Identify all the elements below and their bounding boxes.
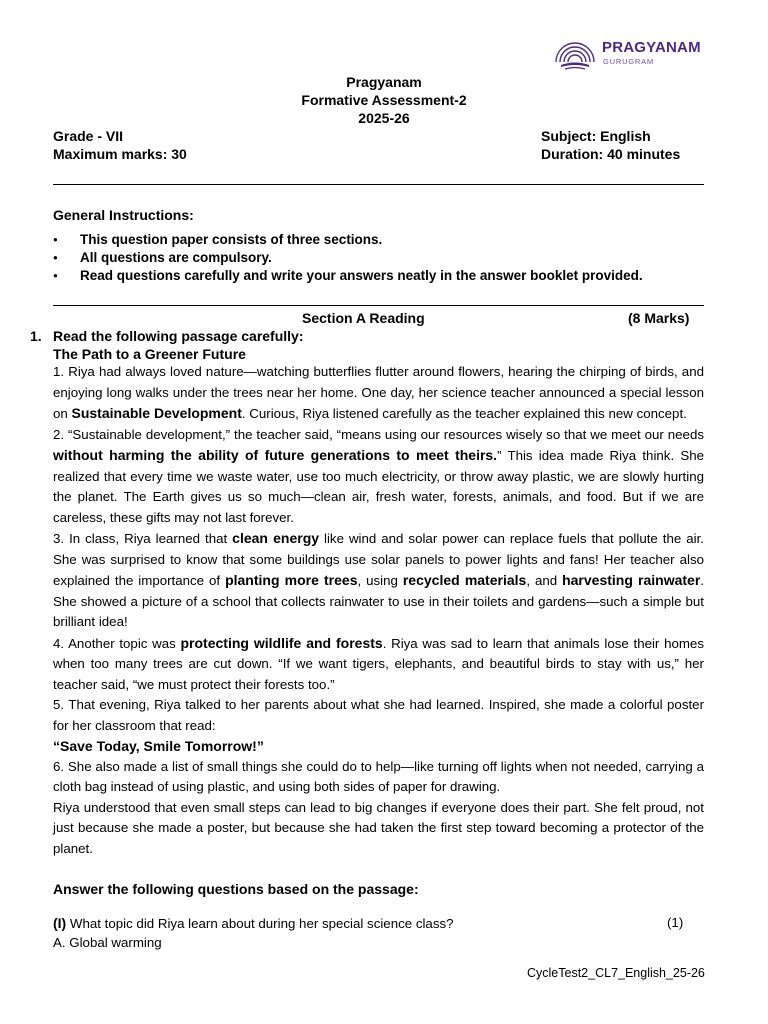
logo-location: GURUGRAM <box>603 57 654 66</box>
section-title: Section A Reading <box>302 310 425 326</box>
footer-code: CycleTest2_CL7_English_25-26 <box>527 966 705 980</box>
section-divider <box>53 305 704 306</box>
questions-heading: Answer the following questions based on the passage: <box>53 881 419 897</box>
instruction-item: ● All questions are compulsory. <box>53 249 713 267</box>
school-name: Pragyanam <box>346 74 422 90</box>
passage-text: , and <box>526 573 563 588</box>
passage-paragraph-6: 6. She also made a list of small things she could do to help—like turning off lights when not needed, carrying a cloth bag instead of using plastic, and using both sides of paper for drawing. <box>53 758 704 794</box>
instructions-list <box>53 231 713 285</box>
school-logo <box>553 32 713 72</box>
passage-text: 3. In class, Riya learned that <box>53 531 233 546</box>
question-i <box>53 914 454 933</box>
academic-year: 2025-26 <box>358 110 410 126</box>
question-text: What topic did Riya learn about during her special science class? <box>69 916 454 931</box>
passage-emphasis: protecting wildlife and forests <box>180 634 383 651</box>
question-instruction: Read the following passage carefully: <box>53 328 304 344</box>
passage-paragraph-2 <box>53 425 704 529</box>
passage-title: The Path to a Greener Future <box>53 346 246 362</box>
passage-emphasis: clean energy <box>232 530 320 546</box>
question-marks: (1) <box>667 915 684 930</box>
logo-arches-icon <box>553 32 597 72</box>
passage-paragraph-5: 5. That evening, Riya talked to her parents about what she had learned. Inspired, she made a colorful poster for her classroom that read: <box>53 697 704 733</box>
passage-paragraph-3 <box>53 528 704 633</box>
section-marks: (8 Marks) <box>628 310 690 326</box>
passage-emphasis: planting more trees <box>225 572 358 588</box>
passage-text: . She showed a picture of a school that collects rainwater to use in their toilets and gardens—such a simple but brilliant idea! <box>53 573 704 629</box>
passage-paragraph-1 <box>53 362 704 425</box>
grade-label: Grade - VII <box>53 128 124 144</box>
passage-text: . Curious, Riya listened carefully as the teacher explained this new concept. <box>241 406 687 421</box>
passage-text: 4. Another topic was <box>53 635 181 651</box>
passage-emphasis: recycled materials <box>402 572 527 588</box>
passage-text: ” This idea made Riya think. She realized that every time we waste water, use too much electricity, or throw away plastic, we are slowly hurting the planet. The Earth gives us so much—clean air, fresh water, forests, animals, and food. But if we are careless, these gifts may not last forever. <box>53 448 704 525</box>
passage-paragraph-4 <box>53 633 704 696</box>
header-divider <box>53 184 704 185</box>
passage-emphasis: Sustainable Development <box>71 405 242 421</box>
passage-paragraph-7: Riya understood that even small steps can lead to big changes if everyone does their part. She felt proud, not just because she made a poster, but because she had taken the first step toward becoming a protector of the planet. <box>53 799 704 856</box>
instruction-item: ● Read questions carefully and write your answers neatly in the answer booklet provided. <box>53 267 713 285</box>
instructions-title: General Instructions: <box>53 207 194 223</box>
duration-label: Duration: 40 minutes <box>541 146 681 162</box>
question-number: 1. <box>30 328 42 344</box>
passage-text: , using <box>357 573 403 588</box>
passage-emphasis: without harming the ability of future generations to meet theirs. <box>53 447 498 463</box>
exam-title: Formative Assessment-2 <box>301 92 467 108</box>
passage-text: 1. Riya had always loved nature—watching butterflies flutter around flowers, hearing the chirping of birds, and enjoying long walks under the trees near her home. One day, her science teacher announced a special lesson on <box>53 364 704 421</box>
subject-label: Subject: English <box>541 128 651 144</box>
reading-passage <box>53 362 704 859</box>
answer-option-a: A. Global warming <box>53 935 162 950</box>
logo-name: PRAGYANAM <box>602 39 701 56</box>
passage-text: like wind and solar power can replace fuels that pollute the air. She was surprised to know that some buildings use solar panels to power lights and fans! Her teacher also explained the importance of <box>53 531 704 588</box>
question-label: (I) <box>53 915 67 931</box>
instruction-item: ● This question paper consists of three sections. <box>53 231 713 249</box>
poster-slogan: “Save Today, Smile Tomorrow!” <box>53 738 264 754</box>
passage-text: . Riya was sad to learn that animals lose their homes when too many trees are cut down. “If we want tigers, elephants, and beautiful birds to stay with us,” her teacher said, “we must protect their forests too.” <box>53 635 704 692</box>
passage-emphasis: harvesting rainwater <box>562 572 701 588</box>
passage-text: 2. “Sustainable development,” the teacher said, “means using our resources wisely so that we meet our needs <box>53 426 704 442</box>
max-marks: Maximum marks: 30 <box>53 146 187 162</box>
